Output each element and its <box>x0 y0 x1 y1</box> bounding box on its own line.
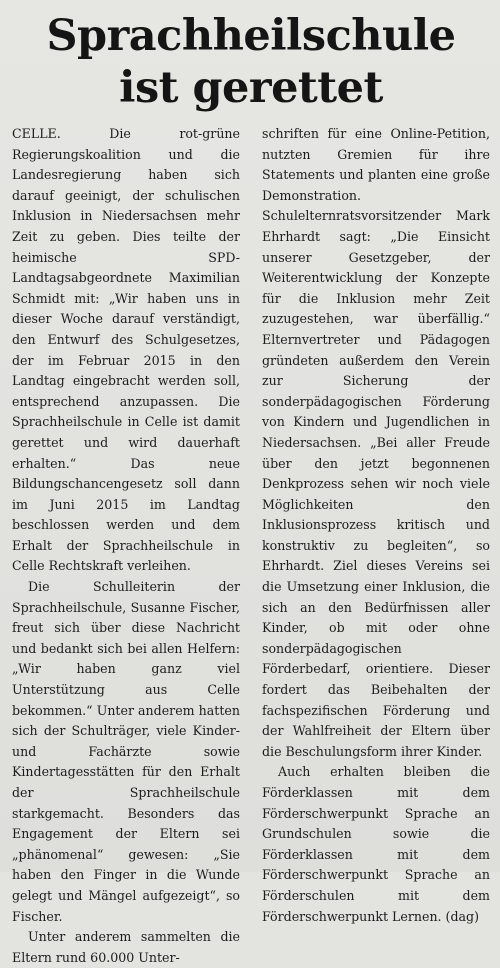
column-right <box>262 124 490 968</box>
paragraph: Die Schulleiterin der Sprachheilschule, Susanne Fischer, freut sich über diese Nachricht und bedankt sich bei allen Helfern: „Wir haben ganz viel Unterstützung aus Celle bekommen.“ Unter anderem hatten sich der Schulträger, viele Kinder- und Fachärzte sowie Kindertagesstätten für den Erhalt der Sprachheilschule starkgemacht. Besonders das Engagement der Eltern sei „phänomenal“ gewesen: „Sie haben den Finger in die Wunde gelegt und Mängel aufgezeigt“, so Fischer. <box>12 579 240 924</box>
paragraph: Auch erhalten bleiben die Förderklassen mit dem Förderschwerpunkt Sprache an Grundschulen sowie die Förderklassen mit dem Förderschwerpunkt Sprache an Förderschulen mit dem Förderschwerpunkt Lernen. (dag) <box>262 764 490 924</box>
headline-line-1: Sprachheilschule <box>46 11 456 61</box>
column-left <box>12 124 240 968</box>
headline-line-2: ist gerettet <box>119 63 383 113</box>
paragraph: CELLE. Die rot-grüne Regierungskoalition und die Landesregierung haben sich darauf geeinigt, der schulischen Inklusion in Niedersachsen mehr Zeit zu geben. Dies teilte der heimische SPD-Landtagsabgeordnete Maximilian Schmidt mit: „Wir haben uns in dieser Woche darauf verständigt, den Entwurf des Schulgesetzes, der im Februar 2015 in den Landtag eingebracht werden soll, entsprechend anzupassen. Die Sprachheilschule in Celle ist damit gerettet und wird dauerhaft erhalten.“ Das neue Bildungschancengesetz soll dann im Juni 2015 im Landtag beschlossen werden und dem Erhalt der Sprachheilschule in Celle Rechtskraft verleihen. <box>12 126 240 574</box>
headline <box>12 10 490 114</box>
article-columns <box>12 124 490 968</box>
paragraph: schriften für eine Online-Petition, nutzten Gremien für ihre Statements und planten eine große Demonstration. Schulelternratsvorsitzender Mark Ehrhardt sagt: „Die Einsicht unserer Gesetzgeber, der Weiterentwicklung der Konzepte für die Inklusion mehr Zeit zuzugestehen, war überfällig.“ Elternvertreter und Pädagogen gründeten außerdem den Verein zur Sicherung der sonderpädagogischen Förderung von Kindern und Jugendlichen in Niedersachsen. „Bei aller Freude über den jetzt begonnenen Denkprozess sehen wir noch viele Möglichkeiten den Inklusionsprozess kritisch und konstruktiv zu begleiten“, so Ehrhardt. Ziel dieses Vereins sei die Umsetzung einer Inklusion, die sich an den Bedürfnissen aller Kinder, ob mit oder ohne sonderpädagogischen Förderbedarf, orientiere. Dieser fordert das Beibehalten der fachspezifischen Förderung und der Wahlfreiheit der Eltern über die Beschulungsform ihrer Kinder. <box>262 126 490 759</box>
paragraph: Unter anderem sammelten die Eltern rund 60.000 Unter- <box>12 929 240 965</box>
